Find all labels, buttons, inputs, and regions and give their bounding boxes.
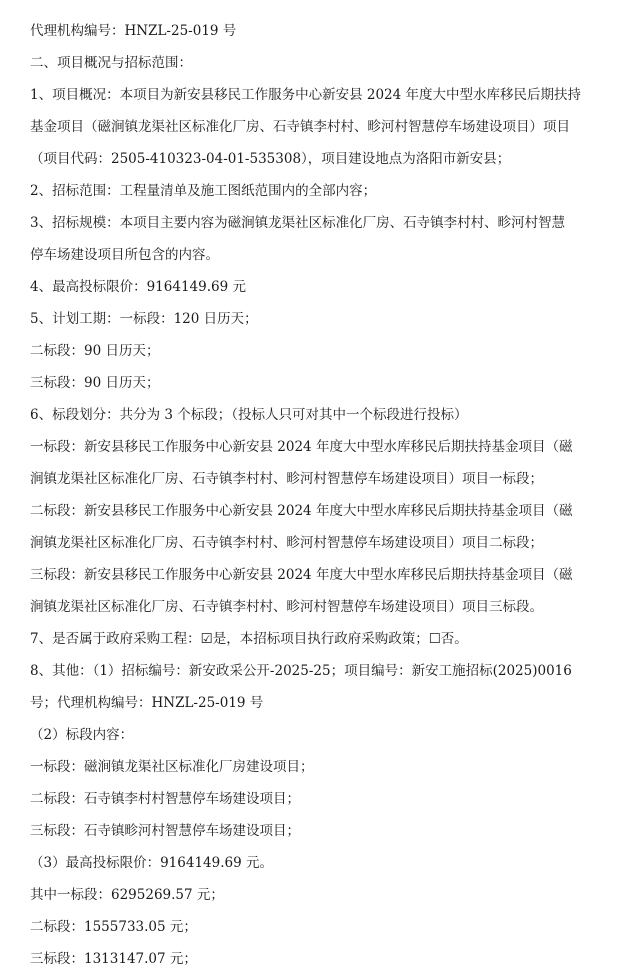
item-8-3-lot-2-price: 二标段：1555733.05 元； <box>30 919 197 935</box>
item-8-2-lot-1: 一标段：磁涧镇龙渠社区标准化厂房建设项目； <box>30 759 314 775</box>
item-6-lot-2-line-1: 二标段：新安县移民工作服务中心新安县 2024 年度大中型水库移民后期扶持基金项目（磁 <box>30 503 573 519</box>
item-4-max-price: 4、最高投标限价：9164149.69 元 <box>30 279 246 295</box>
item-8-3-max-price: （3）最高投标限价：9164149.69 元。 <box>30 855 273 871</box>
item-6-lot-2-line-2: 涧镇龙渠社区标准化厂房、石寺镇李村村、畛河村智慧停车场建设项目）项目二标段； <box>30 535 543 551</box>
item-6-lot-1-line-2: 涧镇龙渠社区标准化厂房、石寺镇李村村、畛河村智慧停车场建设项目）项目一标段； <box>30 471 543 487</box>
item-6-lots: 6、标段划分：共分为 3 个标段；（投标人只可对其中一个标段进行投标） <box>30 407 468 423</box>
item-5-lot-2: 二标段：90 日历天； <box>30 343 160 359</box>
item-5-schedule: 5、计划工期：一标段：120 日历天； <box>30 311 258 327</box>
item-8-line-1: 8、其他：（1）招标编号：新安政采公开-2025-25；项目编号：新安工施招标(2025)0016 <box>30 663 572 679</box>
item-1-line-1: 1、项目概况：本项目为新安县移民工作服务中心新安县 2024 年度大中型水库移民后期扶持 <box>30 87 582 103</box>
item-7-government-procurement: 7、是否属于政府采购工程：☑是，本招标项目执行政府采购政策；☐否。 <box>30 631 468 647</box>
item-6-lot-3-line-1: 三标段：新安县移民工作服务中心新安县 2024 年度大中型水库移民后期扶持基金项目（磁 <box>30 567 573 583</box>
item-1-line-2: 基金项目（磁涧镇龙渠社区标准化厂房、石寺镇李村村、畛河村智慧停车场建设项目）项目 <box>30 119 570 135</box>
item-8-3-lot-3-price: 三标段：1313147.07 元； <box>30 951 197 967</box>
item-6-lot-1-line-1: 一标段：新安县移民工作服务中心新安县 2024 年度大中型水库移民后期扶持基金项目（磁 <box>30 439 573 455</box>
item-1-line-3: （项目代码：2505-410323-04-01-535308），项目建设地点为洛阳市新安县； <box>30 151 511 167</box>
item-2-scope: 2、招标范围：工程量清单及施工图纸范围内的全部内容； <box>30 183 377 199</box>
item-3-line-1: 3、招标规模：本项目主要内容为磁涧镇龙渠社区标准化厂房、石寺镇李村村、畛河村智慧 <box>30 215 566 231</box>
item-8-2-lot-2: 二标段：石寺镇李村村智慧停车场建设项目； <box>30 791 300 807</box>
item-8-line-2: 号；代理机构编号：HNZL-25-019 号 <box>30 695 264 711</box>
section-2-heading: 二、项目概况与招标范围： <box>30 55 192 71</box>
item-8-2-heading: （2）标段内容： <box>30 727 134 743</box>
item-5-lot-3: 三标段：90 日历天； <box>30 375 160 391</box>
item-8-3-lot-1-price: 其中一标段：6295269.57 元； <box>30 887 224 903</box>
agency-number-line: 代理机构编号：HNZL-25-019 号 <box>30 23 237 39</box>
item-3-line-2: 停车场建设项目所包含的内容。 <box>30 247 219 263</box>
item-6-lot-3-line-2: 涧镇龙渠社区标准化厂房、石寺镇李村村、畛河村智慧停车场建设项目）项目三标段。 <box>30 599 543 615</box>
item-8-2-lot-3: 三标段：石寺镇畛河村智慧停车场建设项目； <box>30 823 300 839</box>
